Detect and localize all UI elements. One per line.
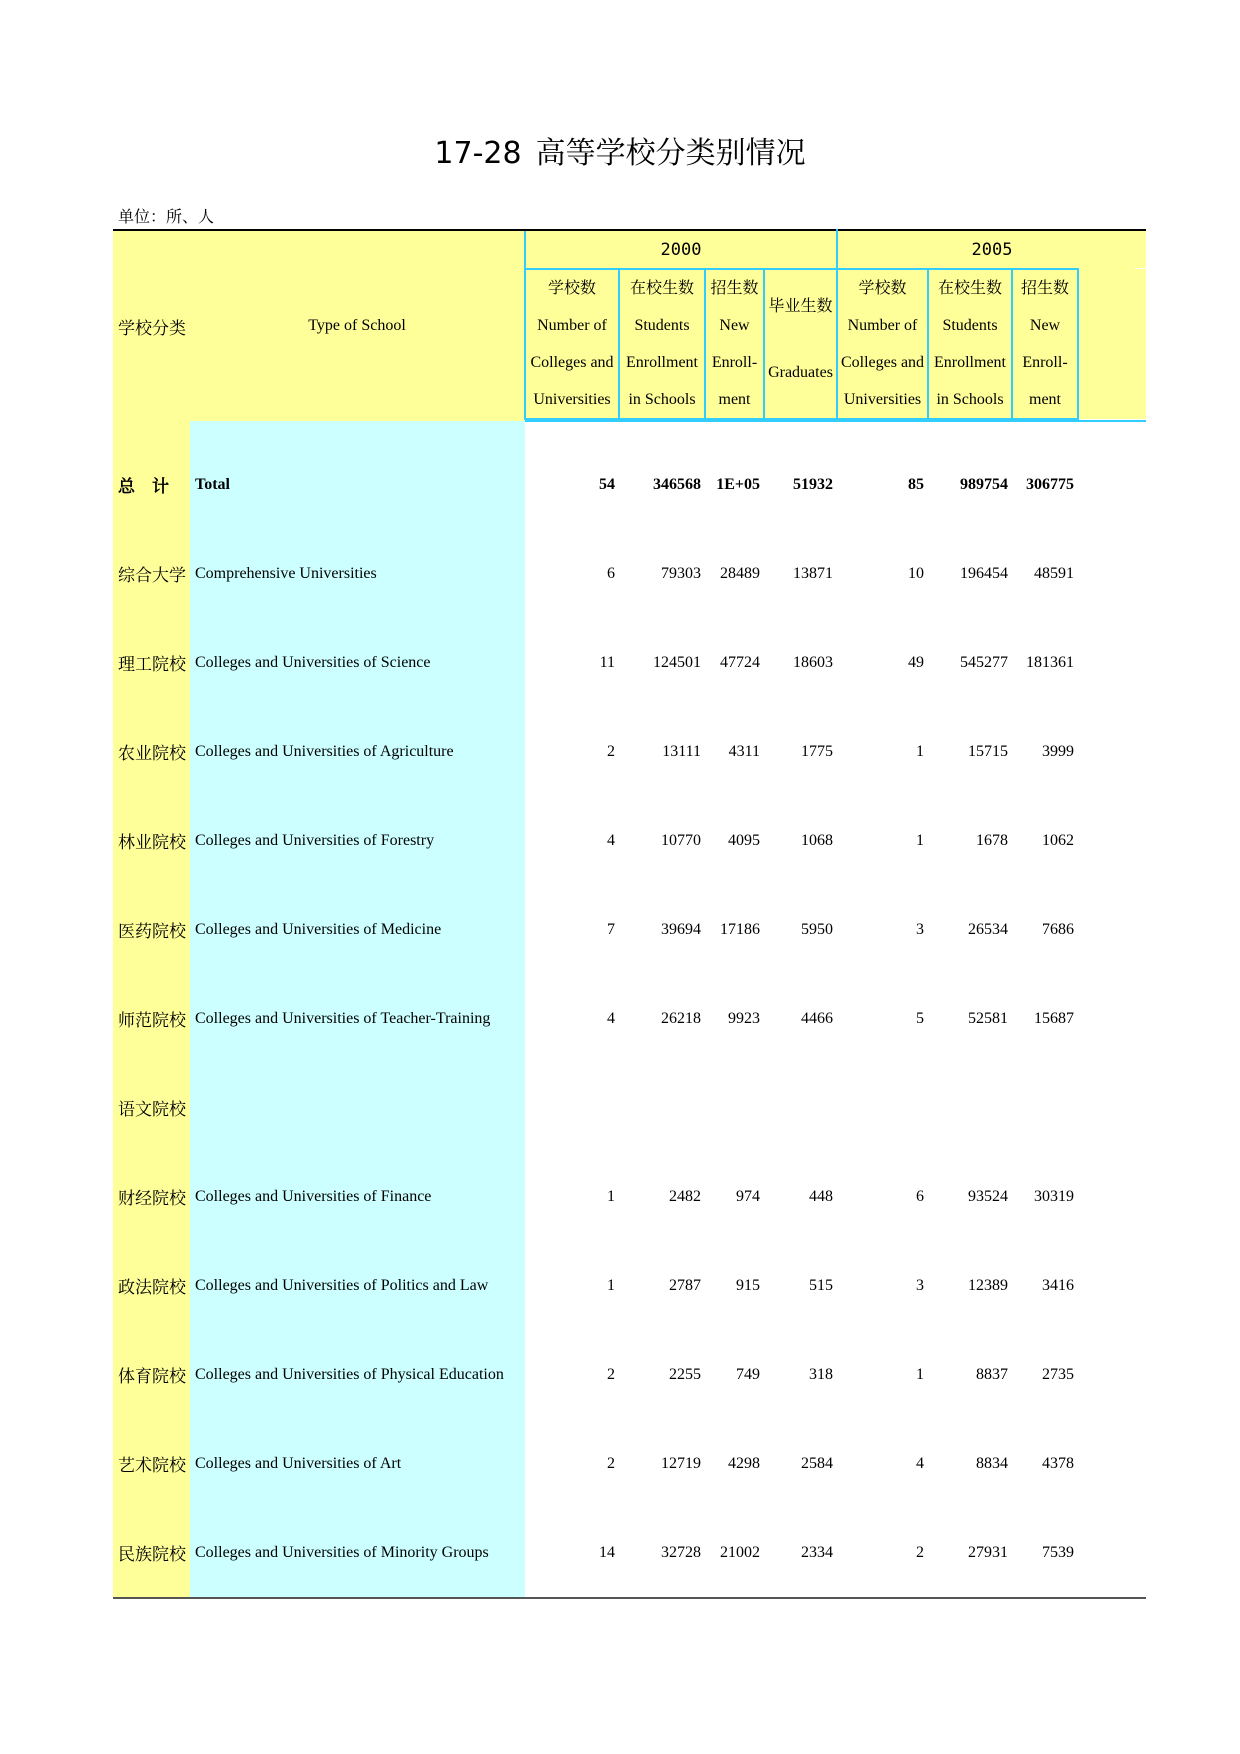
cell-value: 13111: [662, 742, 701, 760]
row-padding: [1078, 974, 1146, 1063]
row-padding: [1078, 1152, 1146, 1241]
row-padding: [1078, 529, 1146, 618]
row-label-cn: 政法院校: [113, 1241, 190, 1330]
cell-value: 15715: [968, 742, 1008, 760]
page-title: [0, 128, 1240, 172]
cell-value: 1: [607, 1187, 615, 1205]
cell-value: 32728: [619, 1508, 705, 1598]
cell-value: 5950: [801, 920, 833, 938]
row-label-en: Colleges and Universities of Teacher-Training: [190, 974, 525, 1063]
column-header-en: Enrollment: [934, 354, 1006, 371]
cell-value: 1068: [801, 831, 833, 849]
row-label-en: Colleges and Universities of Minority Groups: [190, 1508, 525, 1598]
cell-value: 85: [908, 475, 924, 493]
cell-value: 30319: [1034, 1187, 1074, 1205]
column-header-en: Universities: [843, 391, 922, 408]
cell-value: 974: [736, 1187, 760, 1205]
column-header-en: ment: [718, 391, 751, 408]
row-padding: [1078, 796, 1146, 885]
cell-value: [928, 1063, 1012, 1152]
row-label-en: Colleges and Universities of Politics and Law: [190, 1241, 525, 1330]
table-row: [113, 707, 1146, 796]
column-header-en: Enroll-: [711, 354, 758, 371]
row-label-en: Colleges and Universities of Medicine: [190, 885, 525, 974]
column-header-en: in Schools: [936, 391, 1004, 408]
unit-label: 单位：所、人: [118, 209, 215, 226]
cell-value: 124501: [653, 653, 701, 671]
row-label-cn: 理工院校: [113, 618, 190, 707]
cell-value: 93524: [968, 1187, 1008, 1205]
cell-value: 2: [607, 742, 615, 760]
table-row: [113, 529, 1146, 618]
cell-value: 3: [916, 1276, 924, 1294]
cell-value: 1678: [976, 831, 1008, 849]
column-header-cn: 招生数: [710, 280, 759, 297]
cell-value: 515: [809, 1276, 833, 1294]
column-header-en: Colleges and: [530, 354, 614, 371]
cell-value: 7539: [1012, 1508, 1078, 1598]
row-label-cn: 医药院校: [113, 885, 190, 974]
y2000-col-0: [525, 269, 619, 419]
row-label-cn: 师范院校: [113, 974, 190, 1063]
table-number: 17-28: [434, 136, 522, 171]
row-label-en: Comprehensive Universities: [190, 529, 525, 618]
cell-value: 1: [916, 1365, 924, 1383]
cell-value: 3416: [1042, 1276, 1074, 1294]
school-type-table: [113, 229, 1146, 1599]
header-school-type-en: Type of School: [190, 230, 525, 421]
row-label-cn: 体育院校: [113, 1330, 190, 1419]
column-header-en: in Schools: [628, 391, 696, 408]
y2005-col-1: [928, 269, 1012, 419]
row-padding: [1078, 1063, 1146, 1152]
cell-value: [705, 1063, 764, 1152]
row-label-en: Colleges and Universities of Agriculture: [190, 707, 525, 796]
cell-value: 26534: [968, 920, 1008, 938]
cell-value: 12719: [661, 1454, 701, 1472]
row-label-en: Colleges and Universities of Finance: [190, 1152, 525, 1241]
y2005-col-0: [837, 269, 928, 419]
cell-value: 17186: [720, 920, 760, 938]
cell-value: 196454: [960, 564, 1008, 582]
cell-value: 2735: [1042, 1365, 1074, 1383]
cell-value: 8837: [976, 1365, 1008, 1383]
y2000-col-2: [705, 269, 764, 419]
row-label-cn: 农业院校: [113, 707, 190, 796]
column-header-en: Enrollment: [626, 354, 698, 371]
column-header-en: Graduates: [768, 364, 833, 381]
cell-value: 3999: [1042, 742, 1074, 760]
cell-value: [619, 1063, 705, 1152]
cell-value: 18603: [793, 653, 833, 671]
row-padding: [1078, 1330, 1146, 1419]
cell-value: 4466: [801, 1009, 833, 1027]
row-label-en: Colleges and Universities of Physical Education: [190, 1330, 525, 1419]
column-header-cn: 招生数: [1020, 280, 1069, 297]
cell-value: 4378: [1042, 1454, 1074, 1472]
cell-value: 1: [916, 742, 924, 760]
table-row: [113, 1241, 1146, 1330]
cell-value: [764, 1063, 837, 1152]
cell-value: 1: [607, 1276, 615, 1294]
header-year-2005: 2005: [837, 230, 1146, 269]
cell-value: 54: [599, 475, 615, 493]
cell-value: 1775: [801, 742, 833, 760]
row-padding: [1078, 618, 1146, 707]
cell-value: 545277: [960, 653, 1008, 671]
cell-value: 52581: [968, 1009, 1008, 1027]
cell-value: 11: [599, 653, 615, 671]
column-header-en: Students: [942, 317, 998, 334]
cell-value: 2255: [669, 1365, 701, 1383]
cell-value: 7686: [1042, 920, 1074, 938]
cell-value: 1E+05: [716, 475, 760, 493]
cell-value: 39694: [661, 920, 701, 938]
y2000-col-1: [619, 269, 705, 419]
cell-value: 2: [837, 1508, 928, 1598]
cell-value: 79303: [661, 564, 701, 582]
column-header-cn: 在校生数: [937, 280, 1002, 297]
cell-value: 15687: [1034, 1009, 1074, 1027]
column-header-en: Students: [634, 317, 690, 334]
table-row: [113, 885, 1146, 974]
cell-value: 989754: [960, 475, 1008, 493]
column-header-en: Colleges and: [840, 354, 925, 371]
column-header-en: New: [1029, 317, 1061, 334]
cell-value: 749: [736, 1365, 760, 1383]
row-label-en: Total: [190, 440, 525, 529]
row-padding: [1078, 707, 1146, 796]
table-row: [113, 974, 1146, 1063]
cell-value: 4: [607, 1009, 615, 1027]
cell-value: 51932: [793, 475, 833, 493]
table-row: [113, 796, 1146, 885]
cell-value: 6: [607, 564, 615, 582]
column-header-cn: 在校生数: [629, 280, 694, 297]
cell-value: 10770: [661, 831, 701, 849]
cell-value: 2: [607, 1454, 615, 1472]
row-label-cn: 艺术院校: [113, 1419, 190, 1508]
cell-value: 2787: [669, 1276, 701, 1294]
cell-value: [525, 1063, 619, 1152]
cell-value: 915: [736, 1276, 760, 1294]
column-header-en: Enroll-: [1022, 354, 1068, 371]
cell-value: 448: [809, 1187, 833, 1205]
table-row: [113, 1330, 1146, 1419]
row-padding: [1078, 1508, 1146, 1598]
cell-value: 3: [916, 920, 924, 938]
cell-value: 2: [607, 1365, 615, 1383]
row-padding: [1078, 1419, 1146, 1508]
cell-value: 48591: [1034, 564, 1074, 582]
header-filler: [1078, 269, 1146, 419]
cell-value: 181361: [1026, 653, 1074, 671]
cell-value: 7: [607, 920, 615, 938]
column-header-en: Universities: [533, 391, 611, 408]
cell-value: [1012, 1063, 1078, 1152]
cell-value: 26218: [661, 1009, 701, 1027]
row-label-en: Colleges and Universities of Art: [190, 1419, 525, 1508]
column-header-en: Number of: [537, 317, 607, 334]
cell-value: 306775: [1026, 475, 1074, 493]
cell-value: 28489: [720, 564, 760, 582]
row-label-cn: 财经院校: [113, 1152, 190, 1241]
table-row: [113, 1063, 1146, 1152]
cell-value: 4: [607, 831, 615, 849]
header-year-2000: 2000: [525, 230, 837, 269]
row-label-cn: 语文院校: [113, 1063, 190, 1152]
table-title: 高等学校分类别情况: [535, 136, 806, 171]
table-row: [113, 1152, 1146, 1241]
cell-value: 4095: [728, 831, 760, 849]
row-label-cn: 民族院校: [113, 1508, 190, 1598]
column-header-en: Number of: [847, 317, 918, 334]
header-school-type-cn: 学校分类: [113, 230, 190, 421]
cell-value: 10: [908, 564, 924, 582]
row-padding: [1078, 1241, 1146, 1330]
table-row: [113, 1419, 1146, 1508]
row-label-cn: 总 计: [113, 440, 190, 529]
cell-value: 346568: [653, 475, 701, 493]
cell-value: 2482: [669, 1187, 701, 1205]
cell-value: 14: [525, 1508, 619, 1598]
cell-value: 2334: [764, 1508, 837, 1598]
cell-value: 6: [916, 1187, 924, 1205]
cell-value: [837, 1063, 928, 1152]
table-row: [113, 618, 1146, 707]
row-padding: [1078, 885, 1146, 974]
cell-value: 318: [809, 1365, 833, 1383]
cell-value: 21002: [705, 1508, 764, 1598]
y2005-col-2: [1012, 269, 1078, 419]
cell-value: 5: [916, 1009, 924, 1027]
row-label-en: Colleges and Universities of Forestry: [190, 796, 525, 885]
cell-value: 4311: [728, 742, 760, 760]
row-label-en: Colleges and Universities of Science: [190, 618, 525, 707]
column-header-en: ment: [1029, 391, 1061, 408]
column-header-cn: 学校数: [858, 280, 907, 297]
cell-value: 8834: [976, 1454, 1008, 1472]
column-header-en: New: [719, 317, 750, 334]
table-row: [113, 1508, 1146, 1598]
cell-value: 4298: [728, 1454, 760, 1472]
cell-value: 1: [916, 831, 924, 849]
cell-value: 47724: [720, 653, 760, 671]
y2000-col-3: [764, 269, 837, 419]
row-padding: [1078, 440, 1146, 529]
row-label-en: [190, 1063, 525, 1152]
row-label-cn: 综合大学: [113, 529, 190, 618]
cell-value: 49: [908, 653, 924, 671]
cell-value: 4: [916, 1454, 924, 1472]
row-label-cn: 林业院校: [113, 796, 190, 885]
cell-value: 9923: [728, 1009, 760, 1027]
column-header-cn: 学校数: [547, 280, 596, 297]
cell-value: 2584: [801, 1454, 833, 1472]
table-row: [113, 440, 1146, 529]
cell-value: 12389: [968, 1276, 1008, 1294]
column-header-cn: 毕业生数: [768, 298, 833, 315]
cell-value: 1062: [1042, 831, 1074, 849]
cell-value: 27931: [928, 1508, 1012, 1598]
cell-value: 13871: [793, 564, 833, 582]
